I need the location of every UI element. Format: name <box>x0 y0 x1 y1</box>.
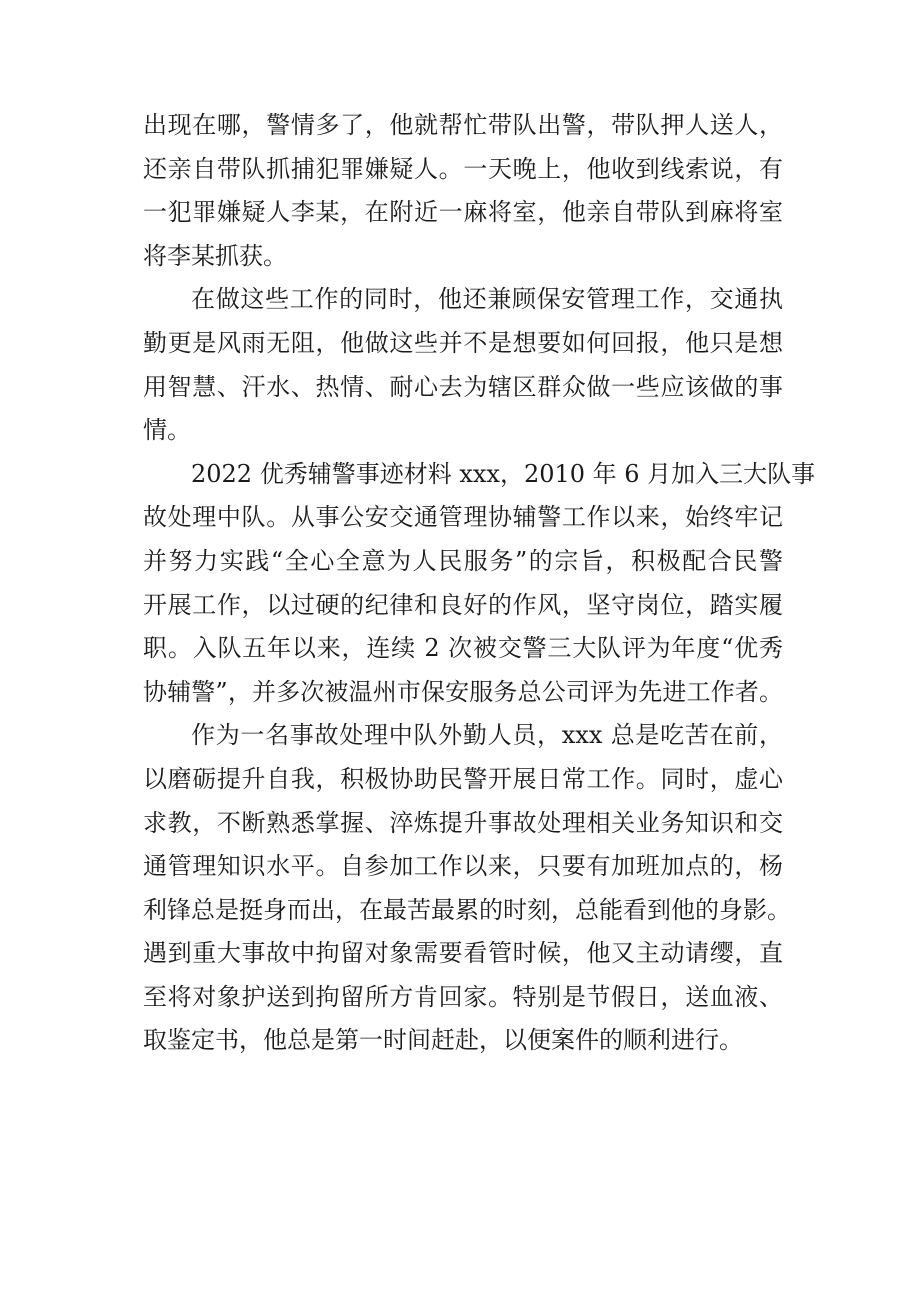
text-line: 协辅警”，并多次被温州市保安服务总公司评为先进工作者。 <box>143 677 783 706</box>
text-line: 用智慧、汗水、热情、耐心去为辖区群众做一些应该做的事 <box>143 372 783 401</box>
paragraph-3 <box>143 453 816 715</box>
text-line: 开展工作，以过硬的纪律和良好的作风，坚守岗位，踏实履 <box>143 590 783 619</box>
text-line: 至将对象护送到拘留所方肯回家。特别是节假日，送血液、 <box>143 982 783 1011</box>
text-line: 情。 <box>143 416 191 445</box>
text-line: 作为一名事故处理中队外勤人员，xxx 总是吃苦在前， <box>191 721 783 750</box>
text-line: 利锋总是挺身而出，在最苦最累的时刻，总能看到他的身影。 <box>143 895 791 924</box>
text-line: 以磨砺提升自我，积极协助民警开展日常工作。同时，虚心 <box>143 764 783 793</box>
text-line: 2022 优秀辅警事迹材料 xxx，2010 年 6 月加入三大队事 <box>191 459 816 488</box>
text-line: 勤更是风雨无阻，他做这些并不是想要如何回报，他只是想 <box>143 328 783 357</box>
text-line: 还亲自带队抓捕犯罪嫌疑人。一天晚上，他收到线索说，有 <box>143 154 783 183</box>
text-line: 求教，不断熟悉掌握、淬炼提升事故处理相关业务知识和交 <box>143 808 783 837</box>
text-line: 故处理中队。从事公安交通管理协辅警工作以来，始终牢记 <box>143 503 783 532</box>
text-line: 遇到重大事故中拘留对象需要看管时候，他又主动请缨，直 <box>143 939 783 968</box>
text-line: 在做这些工作的同时，他还兼顾保安管理工作，交通执 <box>191 285 783 314</box>
text-line: 将李某抓获。 <box>143 241 287 270</box>
text-line: 一犯罪嫌疑人李某，在附近一麻将室，他亲自带队到麻将室 <box>143 198 783 227</box>
text-line: 出现在哪，警情多了，他就帮忙带队出警，带队押人送人， <box>143 111 783 139</box>
paragraph-4 <box>143 714 791 1063</box>
text-line: 通管理知识水平。自参加工作以来，只要有加班加点的，杨 <box>143 852 783 881</box>
paragraph-2 <box>143 278 783 452</box>
document-body <box>143 104 816 1063</box>
text-line: 并努力实践“全心全意为人民服务”的宗旨，积极配合民警 <box>143 546 783 575</box>
text-line: 取鉴定书，他总是第一时间赶赴，以便案件的顺利进行。 <box>143 1026 743 1055</box>
paragraph-1 <box>143 104 783 278</box>
text-line: 职。入队五年以来，连续 2 次被交警三大队评为年度“优秀 <box>143 634 783 663</box>
